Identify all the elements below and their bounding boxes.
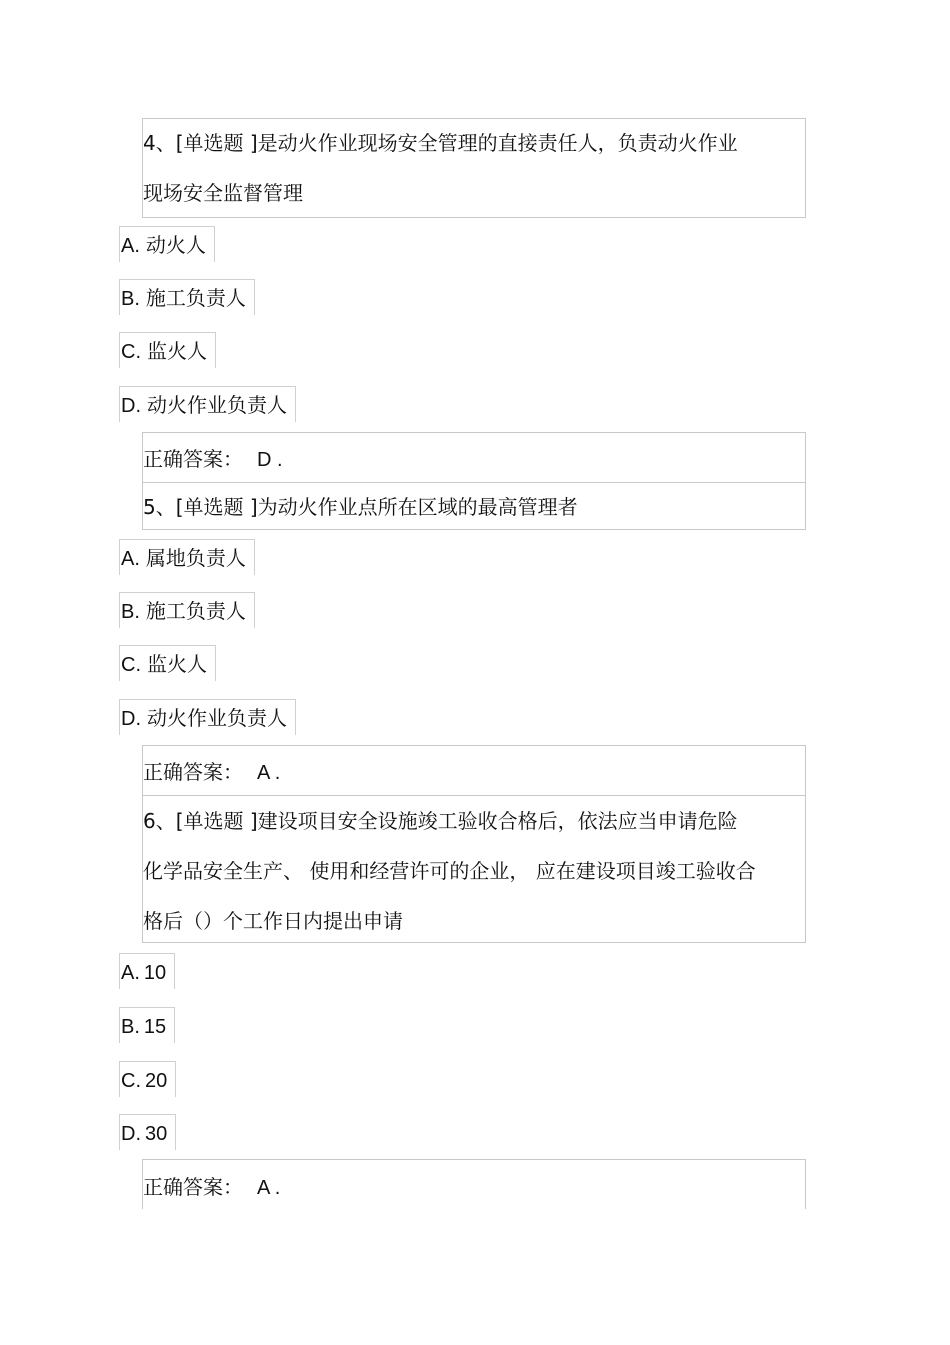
question-5-option-a — [119, 539, 255, 575]
question-6-stem — [143, 796, 803, 946]
question-5-answer — [143, 747, 280, 798]
question-4-option-d — [119, 386, 296, 422]
option-text: 监火人 — [147, 339, 207, 363]
question-6-answer — [143, 1162, 280, 1213]
question-6-stem-line-2: 化学品安全生产、 使用和经营许可的企业， 应在建设项目竣工验收合 — [143, 859, 756, 883]
answer-label: 正确答案： — [143, 447, 243, 471]
option-letter: C. — [121, 654, 141, 676]
option-letter: B. — [121, 1016, 140, 1038]
question-6-option-c — [119, 1061, 176, 1097]
question-6-option-d — [119, 1114, 176, 1150]
option-text: 属地负责人 — [145, 546, 246, 570]
option-text: 动火人 — [145, 233, 206, 257]
question-5-option-b — [119, 592, 255, 628]
question-5-option-c — [119, 645, 216, 681]
question-5-stem — [143, 482, 803, 532]
option-letter: A. — [121, 548, 140, 570]
question-4-stem-line-1: 4、[单选题 ]是动火作业现场安全管理的直接责任人，负责动火作业 — [143, 131, 738, 155]
question-4-option-c — [119, 332, 216, 368]
answer-value: A . — [257, 762, 281, 784]
question-5-stem-line-1: 5、[单选题 ]为动火作业点所在区域的最高管理者 — [143, 495, 578, 519]
question-4-option-b — [119, 279, 255, 315]
question-6-stem-line-1: 6、[单选题 ]建设项目安全设施竣工验收合格后，依法应当申请危险 — [143, 809, 738, 833]
question-4-stem-line-2: 现场安全监督管理 — [143, 181, 303, 205]
question-4-stem — [143, 118, 803, 218]
option-text: 监火人 — [147, 652, 207, 676]
option-text: 10 — [143, 962, 167, 984]
option-letter: D. — [121, 395, 141, 417]
question-4-option-a — [119, 226, 215, 262]
answer-value: A . — [257, 1177, 281, 1199]
question-6-option-b — [119, 1007, 175, 1043]
option-text: 20 — [145, 1070, 168, 1092]
answer-label: 正确答案： — [143, 760, 243, 784]
option-text: 30 — [145, 1123, 168, 1145]
option-letter: C. — [121, 341, 141, 363]
answer-label: 正确答案： — [143, 1175, 243, 1199]
question-5-option-d — [119, 699, 296, 735]
option-letter: A. — [121, 235, 140, 257]
question-4-answer — [143, 434, 283, 485]
option-letter: A. — [121, 962, 140, 984]
option-letter: C. — [121, 1070, 141, 1092]
question-6-option-a — [119, 953, 175, 989]
option-letter: D. — [121, 708, 141, 730]
question-6-stem-line-3: 格后（）个工作日内提出申请 — [143, 909, 403, 933]
option-letter: B. — [121, 601, 140, 623]
option-letter: B. — [121, 288, 140, 310]
option-text: 动火作业负责人 — [147, 393, 287, 417]
option-text: 15 — [143, 1016, 167, 1038]
answer-value: D . — [257, 449, 283, 471]
option-text: 施工负责人 — [145, 286, 246, 310]
option-letter: D. — [121, 1123, 141, 1145]
option-text: 施工负责人 — [145, 599, 246, 623]
option-text: 动火作业负责人 — [147, 706, 287, 730]
